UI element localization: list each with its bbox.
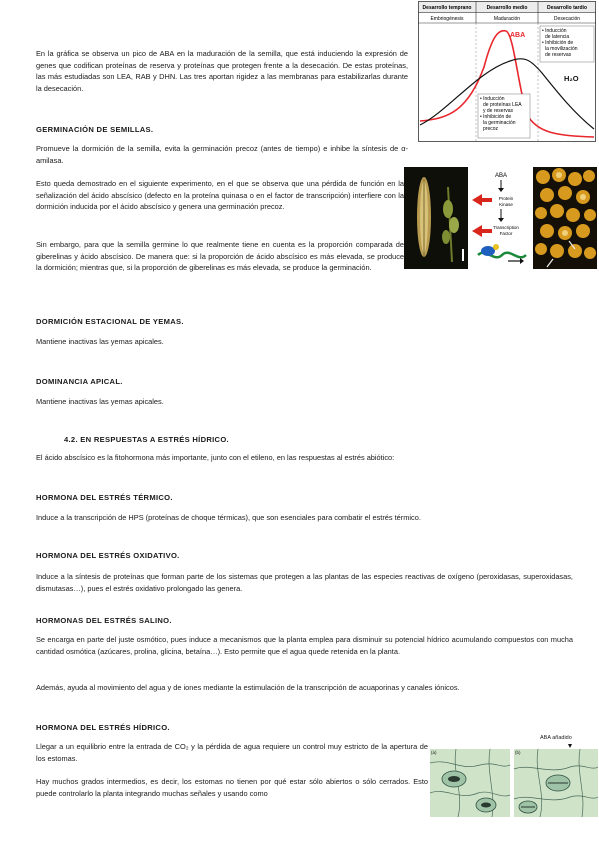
germination-heading: GERMINACIÓN DE SEMILLAS. <box>36 125 154 134</box>
mid-note-3: y de reservas <box>483 108 514 114</box>
water-paragraph-1: Llegar a un equilibrio entre la entrada de CO₂ y la pérdida de agua requiere un control muy estricto de la apertura de los estomas. <box>36 742 428 763</box>
seed-spike-photo <box>404 167 468 269</box>
signal-factor-label-2: Factor <box>499 231 513 236</box>
aba-signaling-diagram <box>470 167 532 269</box>
germination-paragraph-2: Esto queda demostrado en el siguiente experimento, en el que se observa que una pérdida de función en la señalización del ácido abscísico (defecto en la proteína quinasa o en el factor de transcripción) interfiere con la dormición inducida por el ácido abscísico y genera una germinación precoz. <box>36 179 404 212</box>
late-note-2: de latencia <box>545 34 570 40</box>
dormancy-heading: DORMICIÓN ESTACIONAL DE YEMAS. <box>36 317 184 326</box>
stage-early: Desarrollo temprano <box>422 5 472 11</box>
thermal-heading: HORMONA DEL ESTRÉS TÉRMICO. <box>36 493 173 502</box>
h2o-curve-label: H₂O <box>564 74 579 83</box>
stomata-figure <box>430 735 598 817</box>
signal-factor-label-1: Transcription <box>493 225 519 230</box>
apical-text: Mantiene inactivas las yemas apicales. <box>36 397 164 406</box>
germination-paragraph-1: Promueve la dormición de la semilla, evita la germinación precoz (antes de tiempo) e inhibe la síntesis de α-amilasa. <box>36 144 408 165</box>
intro-paragraph: En la gráfica se observa un pico de ABA en la maduración de la semilla, que está induciendo la expresión de genes que codifican proteínas de reserva y proteínas que protegen frente a la desecación. De estas proteínas, las más estudiadas son LEA, RAB y DHN. Las tres aportan rigidez a las membranas para estabilizarlas durante la desecación. <box>36 49 408 93</box>
thermal-text: Induce a la transcripción de HPS (proteínas de choque térmicas), que son esenciales para combatir el estrés térmico. <box>36 513 421 522</box>
red-arrow-icon <box>472 225 492 237</box>
stage-mid: Desarrollo medio <box>486 5 528 11</box>
stress-heading: 4.2. EN RESPUESTAS A ESTRÉS HÍDRICO. <box>64 435 229 444</box>
mid-note-6: precoz <box>483 126 499 132</box>
stomata-panel-a-label: (a) <box>431 750 437 755</box>
late-note-4: la movilización <box>545 46 578 52</box>
stage-late: Desarrollo tardío <box>546 5 588 11</box>
signal-aba-label: ABA <box>494 173 508 179</box>
signal-kinase-label-1: Protein <box>498 196 514 201</box>
late-note-1: • Inducción <box>542 28 567 34</box>
red-arrow-icon <box>472 194 492 206</box>
dormancy-text: Mantiene inactivas las yemas apicales. <box>36 337 164 346</box>
stress-intro: El ácido abscísico es la fitohormona más importante, junto con el etileno, en las respuestas al estrés abiótico: <box>36 453 395 462</box>
oxidative-text: Induce a la síntesis de proteínas que forman parte de los sistemas que protegen a las plantas de las especies reactivas de oxígeno (peroxidasas, superoxidasas, dismutasas…), pues el estrés oxidativo prolongado las genera. <box>36 572 573 593</box>
aba-curve-label: ABA <box>510 32 526 39</box>
phase-maturation: Maduración <box>493 16 521 22</box>
water-heading: HORMONA DEL ESTRÉS HÍDRICO. <box>36 723 170 732</box>
water-paragraph-2: Hay muchos grados intermedios, es decir, los estomas no tienen por qué estar sólo abiertos o sólo cerrados. Esto puede controlarlo la planta integrando muchas señales y usando como <box>36 777 428 798</box>
stomata-figure-label: ABA añadido <box>540 735 572 741</box>
saline-paragraph-1: Se encarga en parte del juste osmótico, pues induce a mecanismos que la planta emplea para disminuir su potencial hídrico acumulando compuestos con mucha cantidad osmótica (azúcares, prolina, glicina, betaína…). Esto permite que el agua quede retenida en la planta. <box>36 635 573 656</box>
mid-note-5: la germinación <box>483 120 516 126</box>
phase-embryogenesis: Embriogénesis <box>430 16 464 22</box>
signal-kinase-label-2: Kinase <box>499 202 513 207</box>
apical-heading: DOMINANCIA APICAL. <box>36 377 123 386</box>
phase-desiccation: Desecación <box>553 16 581 22</box>
stomata-panel-b-label: (b) <box>515 750 521 755</box>
mid-note-4: • Inhibición de <box>480 114 512 120</box>
saline-paragraph-2: Además, ayuda al movimiento del agua y de iones mediante la estimulación de la transcripción de acuaporinas y canales iónicos. <box>36 683 460 692</box>
late-note-5: de reservas <box>545 52 572 58</box>
germination-paragraph-3: Sin embargo, para que la semilla germine lo que realmente tiene en cuenta es la proporción comparada de giberelinas y ácido abscísico. De manera que: si la proporción de ácido abscísico es más elevada, se produce la dormición; mientras que, si la proporción de giberelinas es más elevada, se produce la germinación. <box>36 240 404 273</box>
mid-note-1: • Inducción <box>480 96 505 102</box>
late-note-3: • Inhibición de <box>542 40 574 46</box>
oxidative-heading: HORMONA DEL ESTRÉS OXIDATIVO. <box>36 551 180 560</box>
germinating-seeds-photo <box>533 167 597 269</box>
saline-heading: HORMONAS DEL ESTRÉS SALINO. <box>36 616 172 625</box>
seed-development-chart <box>418 1 596 142</box>
mid-note-2: de proteínas LEA <box>483 102 522 108</box>
